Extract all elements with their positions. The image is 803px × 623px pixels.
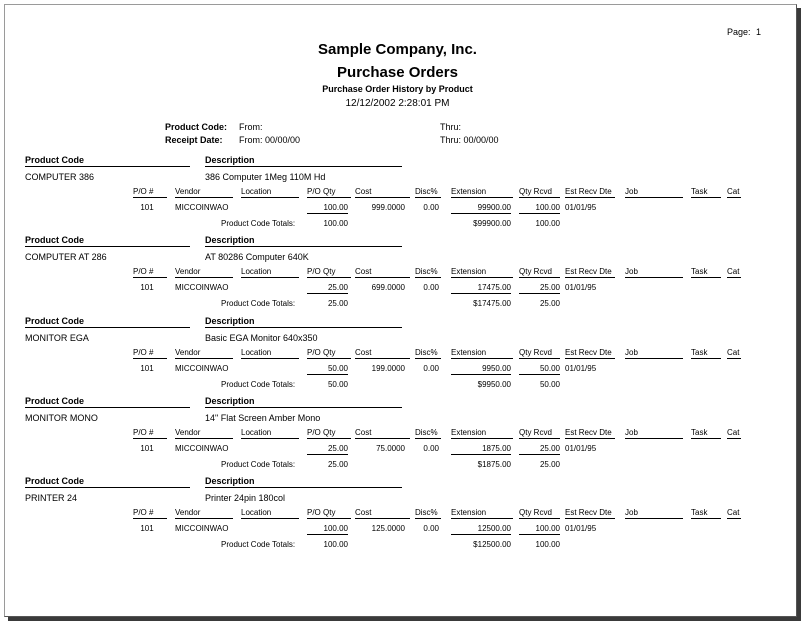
column-header: Est Recv Dte [565,187,615,198]
column-header: Disc% [415,187,441,198]
product-description-value: AT 80286 Computer 640K [205,252,309,263]
column-header: Job [625,348,683,359]
po-number: 101 [140,363,154,373]
totals-label: Product Code Totals: [221,459,296,469]
cost: 999.0000 [371,203,405,212]
column-header: P/O Qty [307,428,351,439]
column-header: Job [625,267,683,278]
vendor: MICCOINWAO [175,283,229,293]
column-header: Cat [727,427,740,437]
product-description-value: 386 Computer 1Meg 110M Hd [205,172,326,182]
report-title: Purchase Orders [337,64,458,81]
column-header: Location [241,428,299,439]
report-subtitle: Purchase Order History by Product [322,84,473,94]
disc-percent: 0.00 [423,363,439,373]
column-header: Cost [355,267,410,278]
column-header: Vendor [175,187,233,198]
column-header: Task [691,508,721,519]
product-code-filter-thru: Thru: [440,122,462,132]
cost: 699.0000 [371,283,405,293]
disc-percent: 0.00 [423,443,439,453]
est-recv-date: 01/01/95 [565,363,597,373]
column-header: Job [625,428,683,439]
est-recv-date: 01/01/95 [565,283,597,293]
extension: 12500.00 [451,524,511,535]
cost: 199.0000 [371,363,405,373]
column-header: Cat [727,267,740,277]
total-po-qty: 25.00 [327,299,348,309]
total-po-qty: 100.00 [323,219,348,228]
product-code-value: MONITOR MONO [25,412,98,423]
column-header: Extension [451,508,513,519]
description-header: Description [205,316,402,328]
po-qty: 100.00 [307,524,348,535]
column-header: P/O # [133,187,167,198]
totals-label: Product Code Totals: [221,379,296,389]
product-description-value: Basic EGA Monitor 640x350 [205,332,318,343]
extension: 99900.00 [451,203,511,214]
column-header: P/O # [133,348,167,359]
column-header: Qty Rcvd [519,508,560,519]
vendor: MICCOINWAO [175,524,229,534]
total-qty-received: 25.00 [539,299,560,309]
total-extension: $99900.00 [473,219,511,228]
column-header: P/O Qty [307,187,351,198]
est-recv-date: 01/01/95 [565,443,597,453]
po-number: 101 [140,443,154,453]
cost: 75.0000 [376,443,405,453]
product-code-header: Product Code [25,235,190,247]
column-header: P/O # [133,428,167,439]
total-extension: $1875.00 [477,459,511,469]
column-header: P/O Qty [307,348,351,359]
total-po-qty: 100.00 [323,540,348,550]
qty-received: 50.00 [519,364,560,375]
extension: 9950.00 [451,364,511,375]
column-header: Est Recv Dte [565,267,615,278]
column-header: Vendor [175,428,233,439]
column-header: Task [691,187,721,198]
column-header: P/O # [133,508,167,519]
vendor: MICCOINWAO [175,363,229,373]
column-header: Cat [727,187,740,196]
column-header: Vendor [175,348,233,359]
column-header: Disc% [415,267,441,278]
description-header: Description [205,396,402,408]
column-header: Extension [451,348,513,359]
column-header: Disc% [415,348,441,359]
product-code-value: COMPUTER AT 286 [25,252,107,263]
column-header: Disc% [415,428,441,439]
total-extension: $12500.00 [473,540,511,550]
column-header: Location [241,267,299,278]
column-header: Cost [355,187,410,198]
totals-label: Product Code Totals: [221,299,296,309]
total-qty-received: 100.00 [535,219,560,228]
report-page [4,4,797,617]
vendor: MICCOINWAO [175,443,229,453]
column-header: Cost [355,428,410,439]
total-qty-received: 25.00 [539,459,560,469]
product-code-filter-label: Product Code: [165,122,227,132]
description-header: Description [205,235,402,247]
report-datetime: 12/12/2002 2:28:01 PM [345,98,450,109]
column-header: Qty Rcvd [519,348,560,359]
column-header: P/O Qty [307,267,351,278]
column-header: Cat [727,347,740,357]
description-header: Description [205,476,402,488]
company-name: Sample Company, Inc. [318,41,477,58]
column-header: Est Recv Dte [565,428,615,439]
total-extension: $17475.00 [473,299,511,309]
receipt-date-filter-label: Receipt Date: [165,135,223,145]
product-code-value: PRINTER 24 [25,493,78,504]
column-header: Extension [451,187,513,198]
column-header: Qty Rcvd [519,428,560,439]
total-qty-received: 100.00 [535,540,560,550]
column-header: Cat [727,508,740,518]
column-header: P/O # [133,267,167,278]
column-header: Vendor [175,508,233,519]
vendor: MICCOINWAO [175,203,229,212]
disc-percent: 0.00 [423,203,439,212]
product-code-header: Product Code [25,396,190,408]
product-code-value: COMPUTER 386 [25,172,95,182]
column-header: Est Recv Dte [565,508,615,519]
po-qty: 100.00 [307,203,348,214]
total-extension: $9950.00 [477,379,511,389]
column-header: Qty Rcvd [519,187,560,198]
po-qty: 25.00 [307,283,348,294]
qty-received: 25.00 [519,444,560,455]
po-qty: 25.00 [307,444,348,455]
product-description-value: 14" Flat Screen Amber Mono [205,412,321,423]
column-header: Task [691,348,721,359]
column-header: Cost [355,508,410,519]
product-code-header: Product Code [25,476,190,488]
product-code-header: Product Code [25,155,190,167]
page-label: Page: [727,27,751,37]
po-number: 101 [140,203,154,212]
disc-percent: 0.00 [423,524,439,534]
column-header: Disc% [415,508,441,519]
est-recv-date: 01/01/95 [565,524,597,534]
extension: 1875.00 [451,444,511,455]
product-code-header: Product Code [25,316,190,328]
column-header: Location [241,508,299,519]
column-header: P/O Qty [307,508,351,519]
page-number: 1 [756,27,762,37]
est-recv-date: 01/01/95 [565,203,597,212]
column-header: Extension [451,267,513,278]
column-header: Job [625,508,683,519]
description-header: Description [205,155,402,167]
total-qty-received: 50.00 [539,379,560,389]
po-number: 101 [140,524,154,534]
column-header: Job [625,187,683,198]
column-header: Task [691,267,721,278]
qty-received: 100.00 [519,524,560,535]
totals-label: Product Code Totals: [221,219,296,228]
total-po-qty: 25.00 [327,459,348,469]
column-header: Vendor [175,267,233,278]
column-header: Est Recv Dte [565,348,615,359]
total-po-qty: 50.00 [327,379,348,389]
column-header: Extension [451,428,513,439]
column-header: Qty Rcvd [519,267,560,278]
product-code-filter-from: From: [239,122,263,132]
column-header: Cost [355,348,410,359]
receipt-date-filter-from: From: 00/00/00 [239,135,301,145]
qty-received: 25.00 [519,283,560,294]
po-qty: 50.00 [307,364,348,375]
qty-received: 100.00 [519,203,560,214]
column-header: Task [691,428,721,439]
product-description-value: Printer 24pin 180col [205,493,286,504]
column-header: Location [241,187,299,198]
po-number: 101 [140,283,154,293]
cost: 125.0000 [371,524,405,534]
disc-percent: 0.00 [423,283,439,293]
product-code-value: MONITOR EGA [25,332,89,343]
receipt-date-filter-thru: Thru: 00/00/00 [440,135,499,145]
extension: 17475.00 [451,283,511,294]
totals-label: Product Code Totals: [221,540,296,550]
column-header: Location [241,348,299,359]
